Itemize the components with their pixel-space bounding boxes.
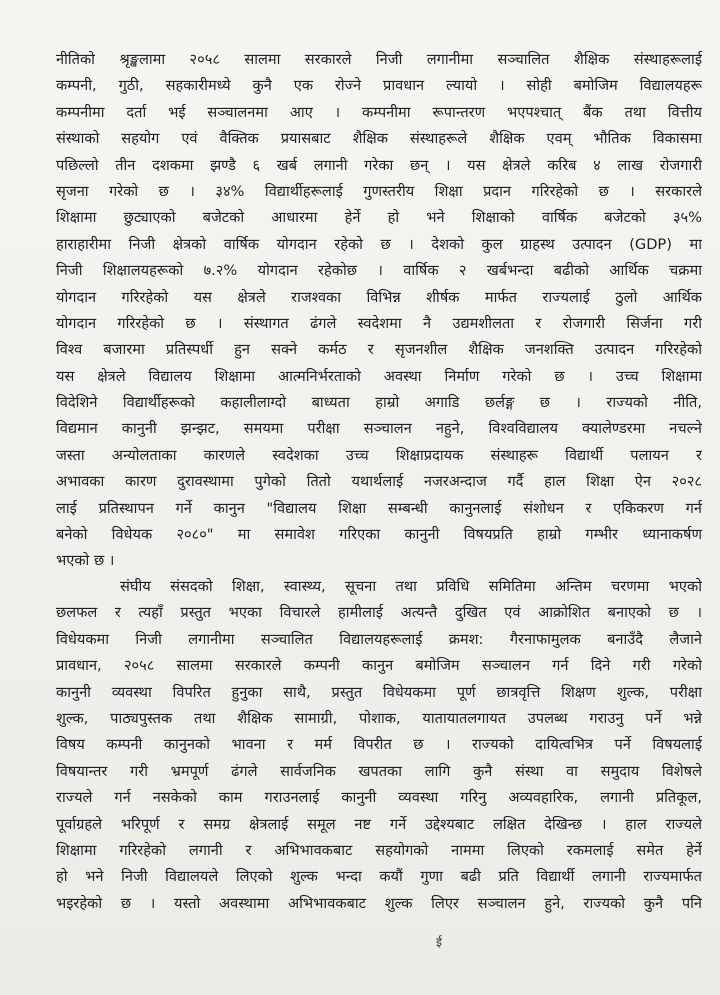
text-line: संघीय संसदको शिक्षा, स्वास्थ्य, सूचना तथा प्रविधि समितिमा अन्तिम चरणमा भएको — [120, 578, 702, 595]
text-line: शुल्क, पाठ्यपुस्तक तथा शैक्षिक सामाग्री, पोशाक, यातायातलगायत उपलब्ध गराउनु पर्ने भन्ने — [56, 709, 702, 727]
text-line: भएको छ । — [56, 552, 115, 570]
text-line: विषय कम्पनी कानुनको भावना र मर्म विपरीत छ । राज्यको दायित्वभित्र पर्ने विषयलाई — [56, 736, 702, 754]
text-line: विद्यमान कानुनी झन्झट, समयमा परीक्षा सञ्चालन नहुने, विश्वविद्यालय क्यालेण्डरमा नचल्ने — [56, 420, 702, 438]
text-line: योगदान गरिरहेको छ । संस्थागत ढंगले स्वदेशमा नै उद्यमशीलता र रोजगारी सिर्जना गरी — [56, 314, 702, 332]
text-line: राज्यले गर्न नसकेको काम गराउनलाई कानुनी व्यवस्था गरिनु अव्यवहारिक, लगानी प्रतिकूल, — [56, 789, 702, 807]
text-line: शिक्षामा छुट्याएको बजेटको आधारमा हेर्ने हो भने शिक्षाको वार्षिक बजेटको ३५% — [56, 209, 702, 227]
paragraph-2 — [56, 574, 702, 917]
text-line: लाई प्रतिस्थापन गर्ने कानुन "विद्यालय शिक्षा सम्बन्धी कानुनलाई संशोधन र एकिकरण गर्न — [56, 499, 702, 517]
text-line: शिक्षामा गरिरहेको लगानी र अभिभावकबाट सहयोगको नाममा लिएको रकमलाई समेत हेर्ने — [56, 841, 702, 859]
text-line: अभावका कारण दुरावस्थामा पुगेको तितो यथार्थलाई नजरअन्दाज गर्दै हाल शिक्षा ऐन २०२८ — [56, 473, 702, 491]
text-line: छलफल र त्यहाँ प्रस्तुत भएका विचारले हामीलाई अत्यन्तै दुखित एवं आक्रोशित बनाएको छ । — [56, 604, 702, 622]
text-line: विधेयकमा निजी लगानीमा सञ्चालित विद्यालयहरूलाई क्रमश: गैरनाफामुलक बनाउँदै लैजाने — [56, 630, 702, 648]
bottom-mark: ई — [436, 935, 442, 949]
text-line: पूर्वाग्रहले भरिपूर्ण र समग्र क्षेत्रलाई समूल नष्ट गर्ने उद्देश्यबाट लक्षित देखिन्छ । हाल राज्यले — [56, 815, 702, 833]
text-line: हाराहारीमा निजी क्षेत्रको वार्षिक योगदान रहेको छ । देशको कुल ग्राहस्थ उत्पादन (GDP) मा — [56, 235, 702, 253]
text-line: निजी शिक्षालयहरूको ७.२% योगदान रहेकोछ । वार्षिक २ खर्बभन्दा बढीको आर्थिक चक्रमा — [56, 262, 702, 280]
text-line: योगदान गरिरहेको यस क्षेत्रले राजश्वका विभिन्न शीर्षक मार्फत राज्यलाई ठुलो आर्थिक — [56, 288, 702, 306]
text-line: विदेशिने विद्यार्थीहरूको कहालीलाग्दो बाध्यता हाम्रो अगाडि छर्लङ्ग छ । राज्यको नीति, — [56, 394, 702, 412]
text-line: कम्पनीमा दर्ता भई सञ्चालनमा आए । कम्पनीमा रूपान्तरण भएपश्चात् बैंक तथा वित्तीय — [56, 103, 702, 121]
text-line: कम्पनी, गुठी, सहकारीमध्ये कुनै एक रोज्ने प्रावधान ल्यायो । सोही बमोजिम विद्यालयहरू — [56, 77, 702, 95]
text-line: प्रावधान, २०५८ सालमा सरकारले कम्पनी कानुन बमोजिम सञ्चालन गर्न दिने गरी गरेको — [56, 657, 702, 675]
text-line: विश्व बजारमा प्रतिस्पर्धी हुन सक्ने कर्मठ र सृजनशील शैक्षिक जनशक्ति उत्पादन गरिरहेको — [56, 341, 702, 359]
paragraph-1 — [56, 47, 702, 575]
text-line: विषयान्तर गरी भ्रमपूर्ण ढंगले सार्वजनिक खपतका लागि कुनै संस्था वा समुदाय विशेषले — [56, 762, 702, 780]
text-line: संस्थाको सहयोग एवं वैक्तिक प्रयासबाट शैक्षिक संस्थाहरूले शैक्षिक एवम् भौतिक विकासमा — [56, 130, 702, 148]
text-line: कानुनी व्यवस्था विपरित हुनुका साथै, प्रस्तुत विधेयकमा पूर्ण छात्रवृत्ति शिक्षण शुल्क, परीक्षा — [56, 683, 702, 701]
text-line: हो भने निजी विद्यालयले लिएको शुल्क भन्दा कयौं गुणा बढी प्रति विद्यार्थी लगानी राज्यमार्फत — [56, 868, 702, 886]
text-line: यस क्षेत्रले विद्यालय शिक्षामा आत्मनिर्भरताको अवस्था निर्माण गरेको छ । उच्च शिक्षामा — [56, 367, 702, 385]
text-line: बनेको विधेयक २०८०" मा समावेश गरिएका कानुनी विषयप्रति हाम्रो गम्भीर ध्यानाकर्षण — [56, 526, 702, 544]
text-line: सृजना गरेको छ । ३४% विद्यार्थीहरूलाई गुणस्तरीय शिक्षा प्रदान गरिरहेको छ । सरकारले — [56, 182, 702, 200]
text-line: पछिल्लो तीन दशकमा झण्डै ६ खर्ब लगानी गरेका छन् । यस क्षेत्रले करिब ४ लाख रोजगारी — [56, 156, 702, 174]
text-line: नीतिको श्रृङ्खलामा २०५८ सालमा सरकारले निजी लगानीमा सञ्चालित शैक्षिक संस्थाहरूलाई — [56, 51, 702, 68]
text-line: भइरहेको छ । यस्तो अवस्थामा अभिभावकबाट शुल्क लिएर सञ्चालन हुने, राज्यको कुनै पनि — [56, 894, 702, 912]
text-line: जस्ता अन्योलताका कारणले स्वदेशका उच्च शिक्षाप्रदायक संस्थाहरू विद्यार्थी पलायन र — [56, 446, 702, 464]
